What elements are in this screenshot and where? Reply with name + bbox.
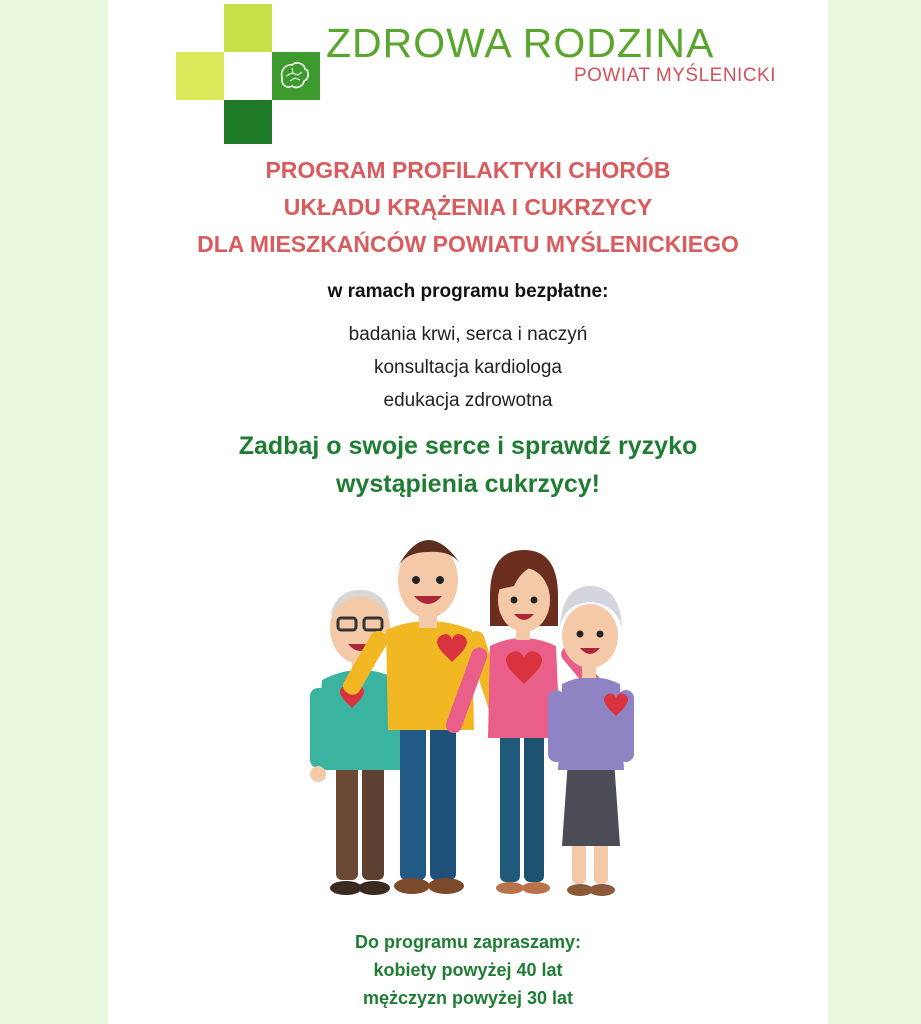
slogan-line: Zadbaj o swoje serce i sprawdź ryzyko [238, 432, 698, 460]
benefits-intro: w ramach programu bezpłatne: [327, 281, 609, 302]
invitation [108, 928, 828, 1012]
benefit-item: badania krwi, serca i naczyń [348, 324, 588, 345]
logo-title: ZDROWA RODZINA [326, 20, 715, 66]
invite-line: Do programu zapraszamy: [354, 932, 582, 952]
headline-line: PROGRAM PROFILAKTYKI CHORÓB [265, 157, 671, 183]
poster [108, 0, 828, 1024]
benefits-list [108, 318, 828, 417]
invite-line: mężczyzn powyżej 30 lat [362, 988, 574, 1008]
slogan [108, 427, 828, 503]
headline-line: UKŁADU KRĄŻENIA I CUKRZYCY [283, 194, 653, 220]
logo-square [176, 52, 224, 100]
county-map-icon [274, 56, 314, 96]
invite-line: kobiety powyżej 40 lat [373, 960, 563, 980]
logo-subtitle: POWIAT MYŚLENICKI [573, 65, 776, 86]
slogan-line: wystąpienia cukrzycy! [335, 470, 600, 498]
benefit-item: edukacja zdrowotna [383, 390, 553, 411]
family-with-hearts-illustration [304, 520, 664, 915]
logo-square [224, 100, 272, 144]
logo-mark [176, 4, 320, 144]
program-headline [108, 152, 828, 263]
logo-square [224, 4, 272, 52]
headline-line: DLA MIESZKAŃCÓW POWIATU MYŚLENICKIEGO [197, 231, 739, 257]
benefit-item: konsultacja kardiologa [373, 357, 562, 378]
grandmother-figure [548, 586, 634, 896]
